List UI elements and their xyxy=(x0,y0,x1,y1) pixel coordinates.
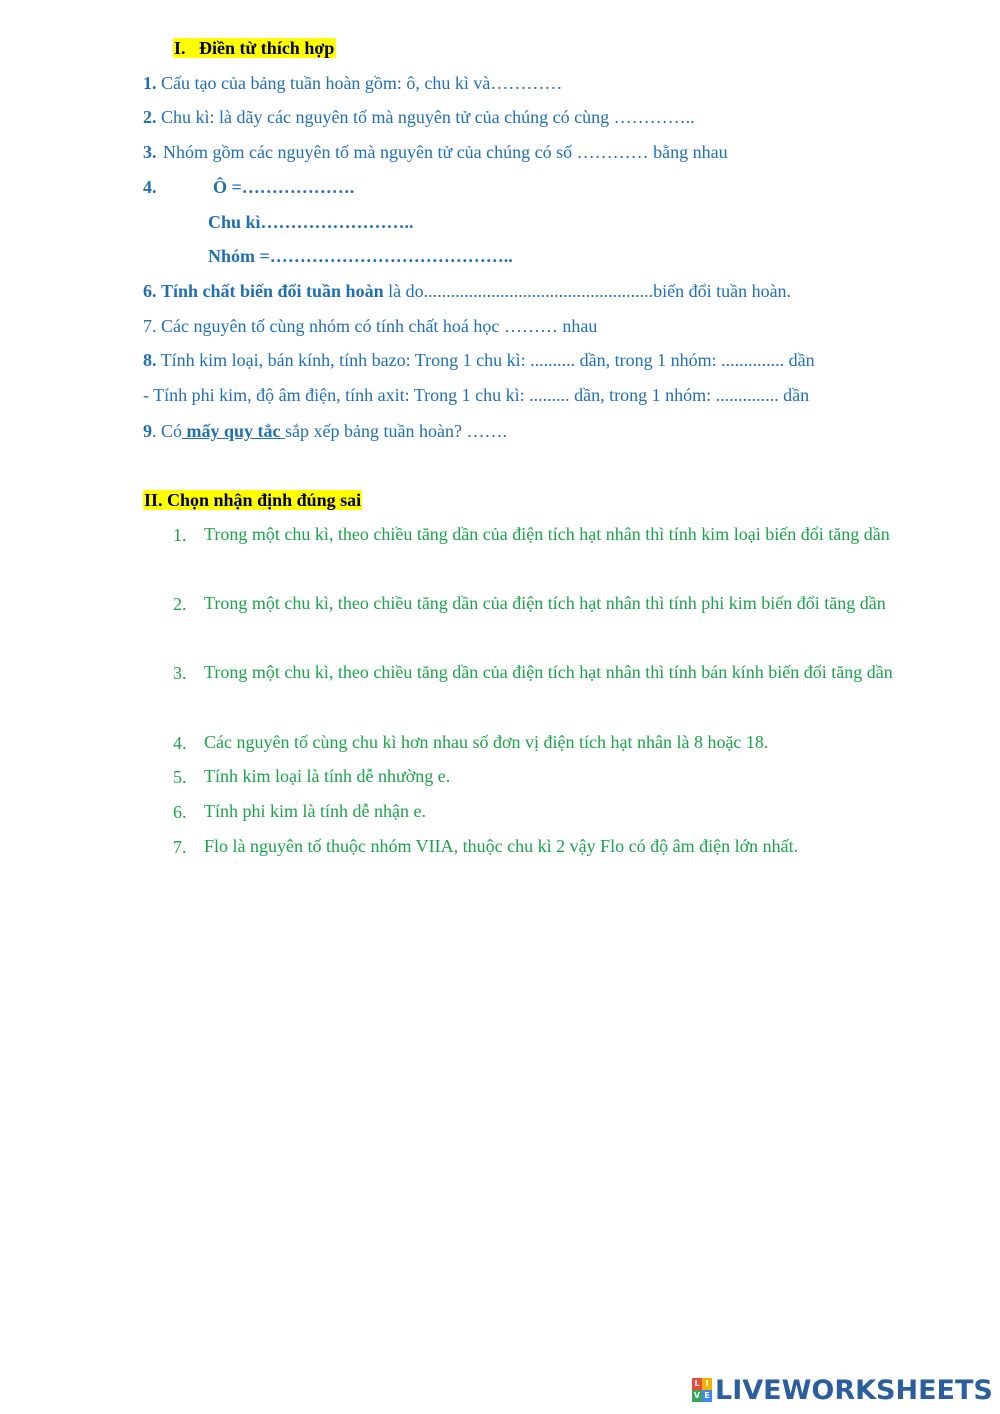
question-4-o[interactable]: Ô =………………. xyxy=(213,177,355,197)
question-3-text[interactable]: Nhóm gồm các nguyên tố mà nguyên tử của chúng có số ………… bằng nhau xyxy=(163,142,728,162)
question-1-text[interactable]: Cấu tạo của bảng tuần hoàn gồm: ô, chu kì và………… xyxy=(161,73,563,93)
section-1-heading-text: Điền từ thích hợp xyxy=(199,38,335,58)
question-2-text[interactable]: Chu kì: là dãy các nguyên tố mà nguyên tử của chúng có cùng ………….. xyxy=(161,107,695,127)
question-6 xyxy=(143,280,791,302)
tf-item-1-text[interactable]: Trong một chu kì, theo chiều tăng dần của điện tích hạt nhân thì tính kim loại biến đổi tăng dần xyxy=(204,524,890,544)
question-2 xyxy=(143,106,695,128)
question-6-bold: Tính chất biến đổi tuần hoàn xyxy=(161,281,384,301)
section-2-heading-text: II. Chọn nhận định đúng sai xyxy=(144,490,362,510)
question-3 xyxy=(143,141,728,163)
question-8 xyxy=(143,349,815,371)
tf-item-2-num: 2. xyxy=(173,594,187,614)
tf-item-5-num: 5. xyxy=(173,767,187,787)
tf-item-7-num: 7. xyxy=(173,837,187,857)
question-2-num: 2. xyxy=(143,107,157,127)
question-4-num: 4. xyxy=(143,177,157,197)
question-3-num: 3. xyxy=(143,142,157,162)
tf-item-7-text[interactable]: Flo là nguyên tố thuộc nhóm VIIA, thuộc chu kì 2 vậy Flo có độ âm điện lớn nhất. xyxy=(204,836,799,856)
section-1-heading-num: I. xyxy=(174,38,186,58)
question-9-underlined: mấy quy tắc xyxy=(182,421,286,441)
question-8-text[interactable]: Tính kim loại, bán kính, tính bazo: Trong 1 chu kì: .......... dần, trong 1 nhóm: .............. dần xyxy=(156,350,815,370)
question-6-num: 6. xyxy=(143,281,157,301)
question-4-chu-ki[interactable]: Chu kì…………………….. xyxy=(208,212,414,232)
tf-item-5-text[interactable]: Tính kim loại là tính dễ nhường e. xyxy=(204,766,451,786)
question-6-rest[interactable]: là do...................................................biến đổi tuần hoàn. xyxy=(383,281,792,301)
logo-mark-i: I xyxy=(702,1378,712,1390)
tf-item-3-text[interactable]: Trong một chu kì, theo chiều tăng dần của điện tích hạt nhân thì tính bán kính biến đổi tăng dần xyxy=(204,662,893,682)
section-1-heading xyxy=(173,37,336,59)
question-9-pre: . Có xyxy=(152,421,183,441)
logo-mark-e: E xyxy=(702,1390,712,1402)
question-8-line-2[interactable]: - Tính phi kim, độ âm điện, tính axit: Trong 1 chu kì: ......... dần, trong 1 nhóm: .............. dần xyxy=(143,385,810,405)
question-9-num: 9 xyxy=(143,421,152,441)
tf-item-3-num: 3. xyxy=(173,663,187,683)
tf-item-4-text[interactable]: Các nguyên tố cùng chu kì hơn nhau số đơn vị điện tích hạt nhân là 8 hoặc 18. xyxy=(204,732,769,752)
question-1-num: 1. xyxy=(143,73,157,93)
tf-item-2-text[interactable]: Trong một chu kì, theo chiều tăng dần của điện tích hạt nhân thì tính phi kim biến đổi tăng dần xyxy=(204,593,886,613)
liveworksheets-logo[interactable] xyxy=(692,1374,993,1406)
question-9 xyxy=(143,420,507,442)
question-4-nhom[interactable]: Nhóm =………………………………….. xyxy=(208,246,513,266)
tf-item-1-num: 1. xyxy=(173,525,187,545)
liveworksheets-logo-text: LIVEWORKSHEETS xyxy=(715,1374,993,1406)
section-2-heading xyxy=(143,489,362,511)
question-9-post[interactable]: sắp xếp bảng tuần hoàn? ……. xyxy=(285,421,507,441)
question-7[interactable]: 7. Các nguyên tố cùng nhóm có tính chất hoá học ……… nhau xyxy=(143,316,598,336)
tf-item-6-text[interactable]: Tính phi kim là tính dễ nhận e. xyxy=(204,801,426,821)
tf-item-4-num: 4. xyxy=(173,733,187,753)
logo-mark-l: L xyxy=(692,1378,702,1390)
question-8-num: 8. xyxy=(143,350,157,370)
question-1 xyxy=(143,72,562,94)
liveworksheets-logo-icon xyxy=(692,1378,712,1402)
tf-item-6-num: 6. xyxy=(173,802,187,822)
logo-mark-v: V xyxy=(693,1391,701,1400)
